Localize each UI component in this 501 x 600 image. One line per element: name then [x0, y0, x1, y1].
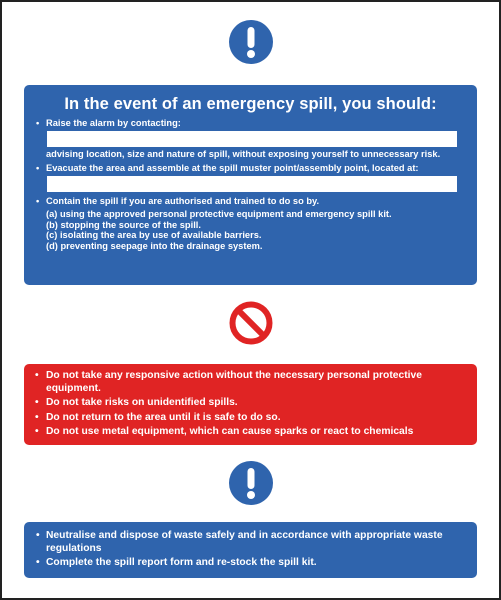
step-item: (b) stopping the source of the spill. — [46, 219, 201, 230]
exclamation-icon — [229, 20, 273, 64]
step-item: (d) preventing seepage into the drainage system. — [46, 240, 263, 251]
prohibition-item: • Do not return to the area until it is safe to do so. — [34, 412, 467, 425]
prohibition-item: • Do not use metal equipment, which can cause sparks or react to chemicals — [34, 426, 467, 439]
advising-text: advising location, size and nature of spill, without exposing yourself to unnecessary risk. — [46, 149, 441, 159]
raise-alarm-text: • Raise the alarm by contacting: — [34, 118, 467, 129]
prohibition-item: • Do not take risks on unidentified spills. — [34, 397, 467, 410]
emergency-panel — [24, 85, 477, 285]
prohibition-item: • Do not take any responsive action without the necessary personal protective equipment. — [34, 370, 467, 395]
prohibition-icon — [229, 301, 273, 345]
contact-field[interactable] — [47, 131, 457, 147]
panel-title: In the event of an emergency spill, you should: — [64, 95, 437, 113]
afterwards-item: • Neutralise and dispose of waste safely and in accordance with appropriate waste regulations — [34, 530, 467, 555]
contain-text: • Contain the spill if you are authorised and trained to do so by. — [34, 196, 467, 207]
afterwards-panel — [24, 522, 477, 578]
containment-steps — [34, 209, 467, 251]
step-item: (c) isolating the area by use of available barriers. — [46, 230, 262, 241]
prohibitions-panel — [24, 364, 477, 445]
muster-point-field[interactable] — [47, 176, 457, 192]
evacuate-text: • Evacuate the area and assemble at the spill muster point/assembly point, located at: — [34, 163, 467, 174]
exclamation-icon — [229, 461, 273, 505]
step-item: (a) using the approved personal protective equipment and emergency spill kit. — [46, 209, 392, 219]
afterwards-item: • Complete the spill report form and re-stock the spill kit. — [34, 557, 467, 570]
